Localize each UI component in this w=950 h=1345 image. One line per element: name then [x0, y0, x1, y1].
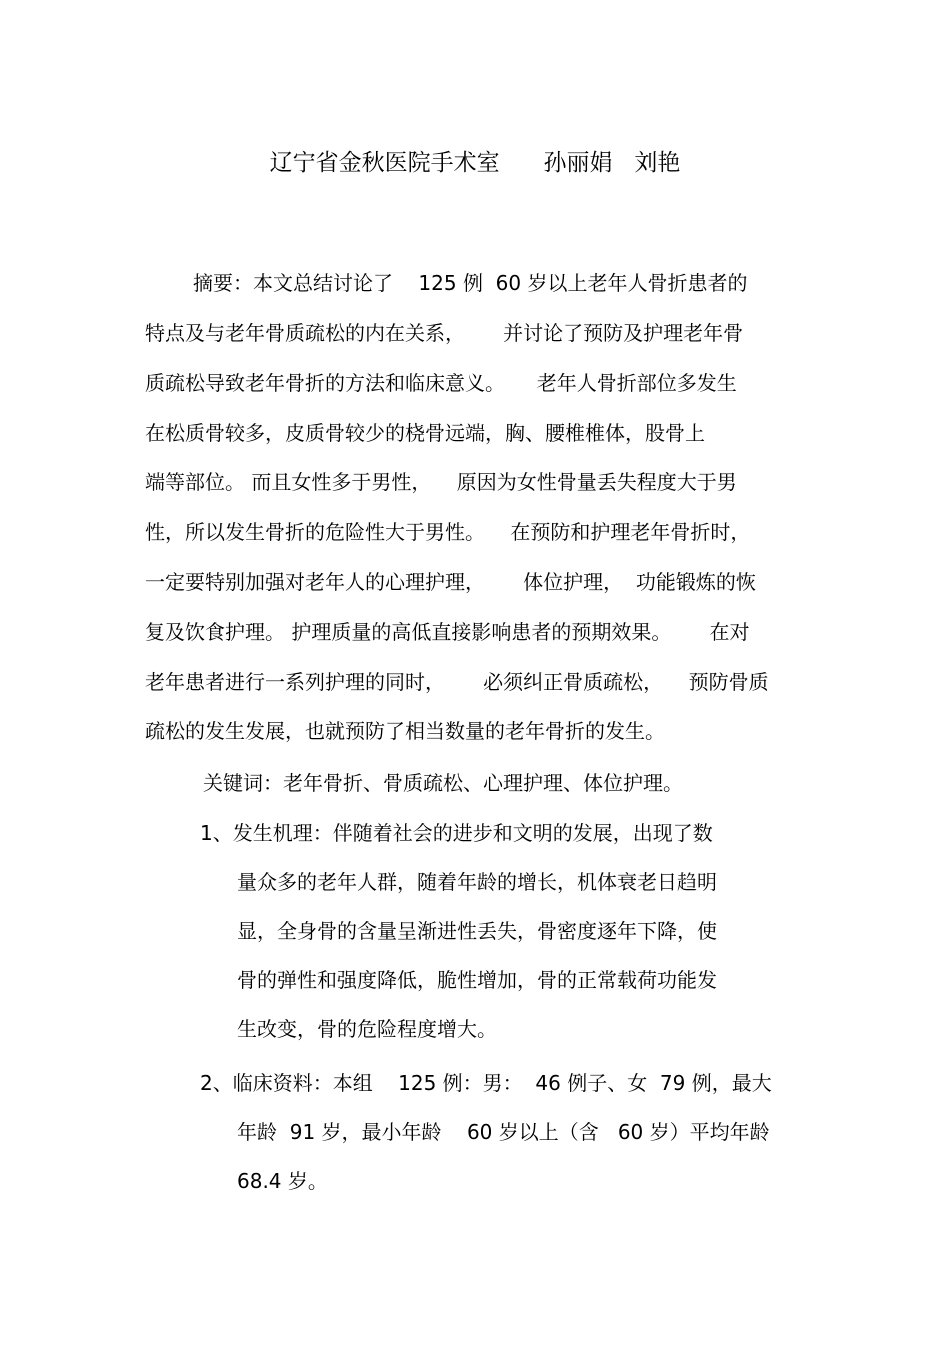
item-line: 骨的弹性和强度降低，脆性增加，骨的正常载荷功能发: [237, 968, 717, 992]
affiliation-authors: 辽宁省金秋医院手术室 孙丽娟 刘艳: [269, 150, 681, 176]
abstract-line: 特点及与老年骨质疏松的内在关系， 并讨论了预防及护理老年骨: [145, 321, 744, 345]
abstract-line: 端等部位。 而且女性多于男性， 原因为女性骨量丢失程度大于男: [145, 470, 737, 494]
abstract-line: 质疏松导致老年骨折的方法和临床意义。 老年人骨折部位多发生: [145, 371, 737, 395]
abstract-line: 在松质骨较多，皮质骨较少的桡骨远端，胸、腰椎椎体，股骨上: [145, 421, 705, 445]
item-line: 显，全身骨的含量呈渐进性丢失，骨密度逐年下降，使: [237, 919, 717, 943]
item-line: 1、发生机理：伴随着社会的进步和文明的发展，出现了数: [200, 821, 713, 845]
abstract-line: 一定要特别加强对老年人的心理护理， 体位护理， 功能锻炼的恢: [145, 570, 756, 594]
item-line: 年龄 91 岁，最小年龄 60 岁以上（含 60 岁）平均年龄: [237, 1120, 770, 1144]
item-line: 生改变，骨的危险程度增大。: [237, 1017, 497, 1041]
abstract-line: 老年患者进行一系列护理的同时， 必须纠正骨质疏松， 预防骨质: [145, 670, 769, 694]
item-line: 2、临床资料：本组 125 例：男： 46 例子、女 79 例，最大: [200, 1071, 772, 1095]
keywords: 关键词：老年骨折、骨质疏松、心理护理、体位护理。: [203, 771, 683, 795]
item-line: 量众多的老年人群，随着年龄的增长，机体衰老日趋明: [237, 870, 717, 894]
abstract-line: 复及饮食护理。 护理质量的高低直接影响患者的预期效果。 在对: [145, 620, 750, 644]
item-line: 68.4 岁。: [237, 1169, 328, 1193]
abstract-line: 疏松的发生发展，也就预防了相当数量的老年骨折的发生。: [145, 719, 665, 743]
abstract-line: 摘要：本文总结讨论了 125 例 60 岁以上老年人骨折患者的: [193, 271, 748, 295]
abstract-line: 性，所以发生骨折的危险性大于男性。 在预防和护理老年骨折时，: [145, 520, 751, 544]
